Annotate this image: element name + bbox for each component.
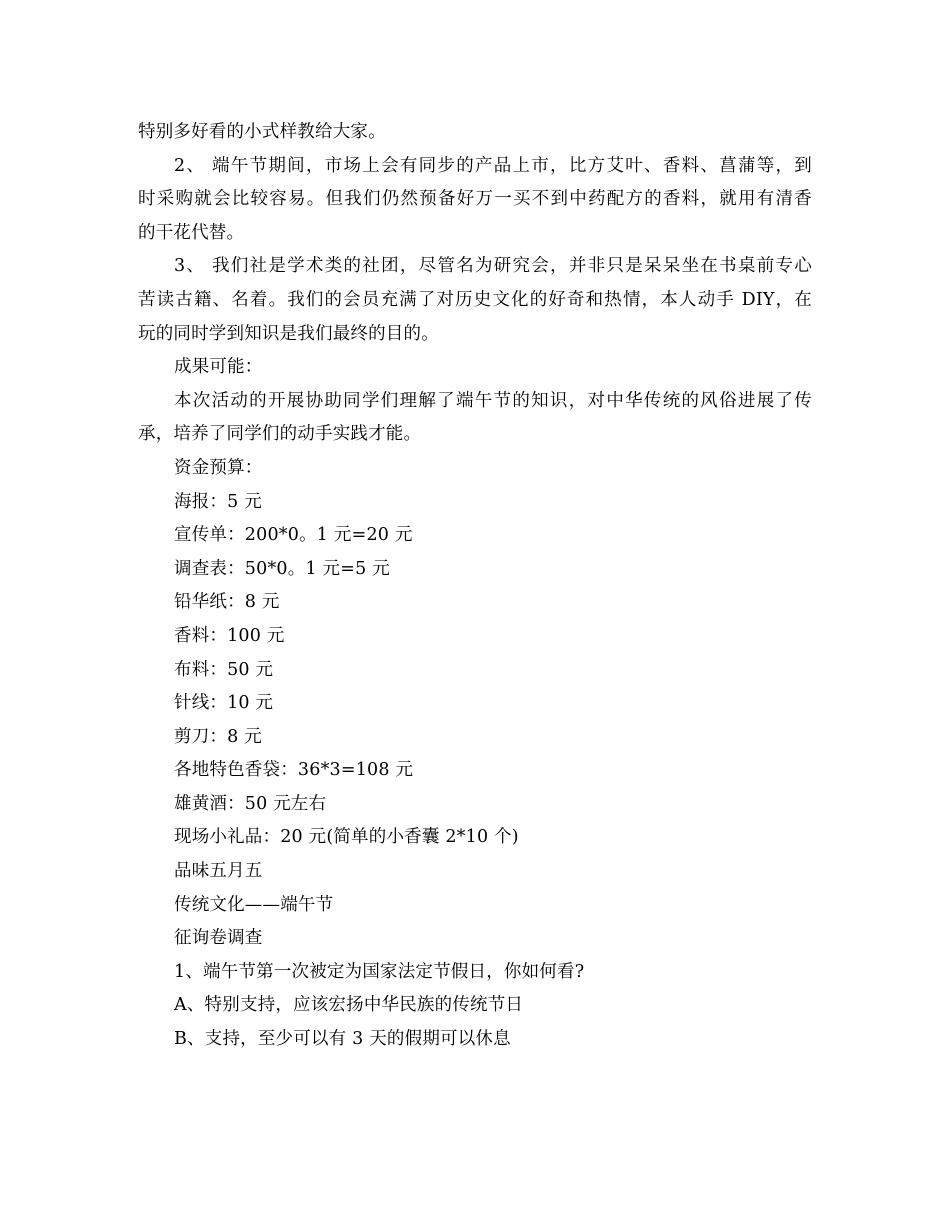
budget-item: 海报：5 元 bbox=[174, 491, 262, 512]
survey-title-2: 传统文化——端午节 bbox=[174, 894, 334, 915]
budget-item: 针线：10 元 bbox=[174, 693, 274, 714]
budget-item: 铅华纸：8 元 bbox=[174, 592, 280, 613]
budget-item: 雄黄酒：50 元左右 bbox=[174, 793, 327, 814]
item3-line1: 3、 我们社是学术类的社团，尽管名为研究会，并非只是呆呆坐在书桌前专心 bbox=[174, 256, 812, 277]
budget-item: 现场小礼品：20 元(简单的小香囊 2*10 个) bbox=[174, 827, 519, 848]
item3-line3: 玩的同时学到知识是我们最终的目的。 bbox=[138, 323, 439, 344]
budget-item: 各地特色香袋：36*3=108 元 bbox=[174, 760, 414, 781]
results-line2: 承，培养了同学们的动手实践才能。 bbox=[138, 424, 422, 445]
results-heading: 成果可能： bbox=[174, 357, 263, 378]
results-line1: 本次活动的开展协助同学们理解了端午节的知识，对中华传统的风俗进展了传 bbox=[174, 390, 812, 411]
item2-line2: 时采购就会比较容易。但我们仍然预备好万一买不到中药配方的香料，就用有清香 bbox=[138, 189, 812, 210]
survey-question-1: 1、端午节第一次被定为国家法定节假日，你如何看? bbox=[174, 961, 585, 982]
budget-heading: 资金预算： bbox=[174, 457, 263, 478]
survey-option-a: A、特别支持，应该宏扬中华民族的传统节日 bbox=[174, 995, 524, 1016]
budget-item: 剪刀：8 元 bbox=[174, 726, 262, 747]
budget-item: 布料：50 元 bbox=[174, 659, 274, 680]
item2-line3: 的干花代替。 bbox=[138, 222, 245, 243]
budget-item: 调查表：50*0。1 元=5 元 bbox=[174, 558, 390, 579]
survey-title-1: 品味五月五 bbox=[174, 861, 263, 882]
item2-line1: 2、 端午节期间，市场上会有同步的产品上市，比方艾叶、香料、菖蒲等，到 bbox=[174, 155, 812, 176]
survey-title-3: 征询卷调查 bbox=[174, 928, 263, 949]
survey-option-b: B、支持，至少可以有 3 天的假期可以休息 bbox=[174, 1029, 511, 1050]
item3-line2: 苦读古籍、名着。我们的会员充满了对历史文化的好奇和热情，本人动手 DIY，在 bbox=[138, 289, 812, 310]
intro-tail-line: 特别多好看的小式样教给大家。 bbox=[138, 122, 386, 142]
budget-item: 宣传单：200*0。1 元=20 元 bbox=[174, 525, 413, 546]
budget-item: 香料：100 元 bbox=[174, 625, 285, 646]
